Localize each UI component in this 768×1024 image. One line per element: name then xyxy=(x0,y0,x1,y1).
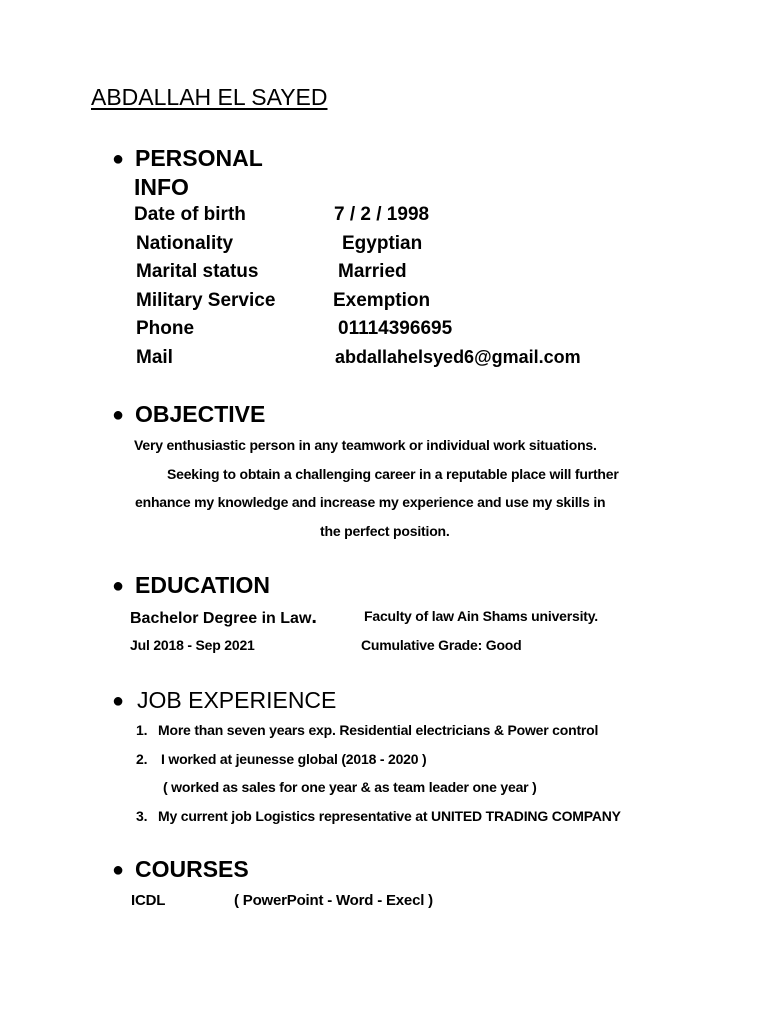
objective-line: Very enthusiastic person in any teamwork or individual work situations. xyxy=(134,437,597,453)
info-label: Marital status xyxy=(136,261,259,282)
experience-num: 3. xyxy=(136,808,148,824)
education-heading: EDUCATION xyxy=(135,572,271,598)
info-value: Married xyxy=(338,261,407,282)
section-bullet: ● xyxy=(112,690,125,712)
info-label: Mail xyxy=(136,347,173,368)
info-value: 7 / 2 / 1998 xyxy=(334,204,430,225)
objective-line: enhance my knowledge and increase my experience and use my skills in xyxy=(135,494,606,510)
section-bullet: ● xyxy=(112,575,125,597)
section-bullet: ● xyxy=(112,859,125,881)
experience-item: My current job Logistics representative at UNITED TRADING COMPANY xyxy=(158,808,621,824)
info-value: 01114396695 xyxy=(338,318,453,339)
degree-text: Bachelor Degree in Law xyxy=(130,610,312,627)
section-bullet: ● xyxy=(112,404,125,426)
info-label: Phone xyxy=(136,318,195,339)
personal-heading-line1: PERSONAL xyxy=(135,145,263,171)
courses-heading: COURSES xyxy=(135,856,249,882)
objective-heading: OBJECTIVE xyxy=(135,401,266,427)
experience-item: I worked at jeunesse global (2018 - 2020 ) xyxy=(161,751,427,767)
objective-line: the perfect position. xyxy=(320,523,450,539)
info-label: Nationality xyxy=(136,233,234,254)
email-value: abdallahelsyed6@gmail.com xyxy=(335,347,581,367)
education-faculty: Faculty of law Ain Shams university. xyxy=(364,608,598,624)
cv-name: ABDALLAH EL SAYED xyxy=(91,84,328,110)
experience-heading: JOB EXPERIENCE xyxy=(137,687,337,713)
experience-item: More than seven years exp. Residential electricians & Power control xyxy=(158,722,599,738)
education-period: Jul 2018 - Sep 2021 xyxy=(130,637,255,653)
personal-heading-line2: INFO xyxy=(134,174,189,200)
course-name: ICDL xyxy=(131,892,166,909)
objective-line: Seeking to obtain a challenging career in a reputable place will further xyxy=(167,466,619,482)
info-value: Exemption xyxy=(333,290,431,311)
info-value: Egyptian xyxy=(342,233,423,254)
info-label: Date of birth xyxy=(134,204,246,225)
course-detail: ( PowerPoint - Word - Execl ) xyxy=(234,892,433,909)
degree-dot: . xyxy=(311,606,317,628)
experience-num: 1. xyxy=(136,722,148,738)
education-degree xyxy=(130,606,317,629)
experience-num: 2. xyxy=(136,751,148,767)
experience-sub-note: ( worked as sales for one year & as team leader one year ) xyxy=(163,779,537,795)
education-grade: Cumulative Grade: Good xyxy=(361,637,522,653)
info-label: Military Service xyxy=(136,290,276,311)
section-bullet: ● xyxy=(112,148,125,170)
